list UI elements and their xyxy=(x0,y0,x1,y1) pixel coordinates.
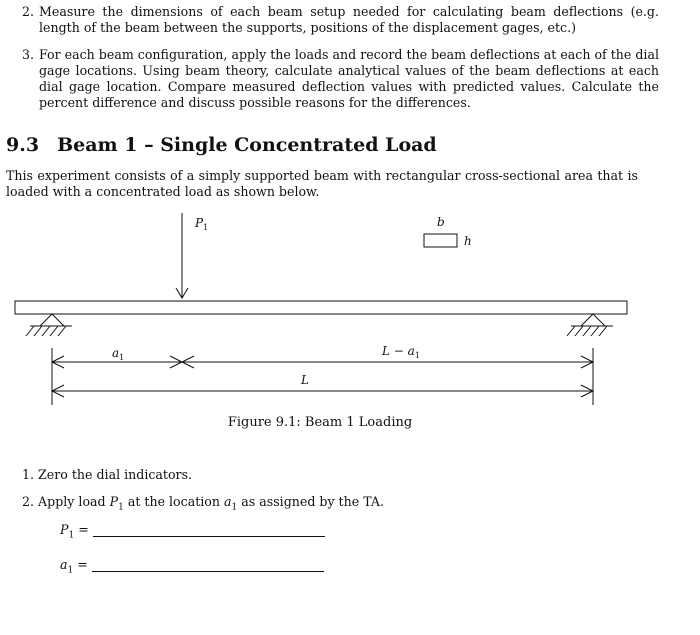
figure-caption: Figure 9.1: Beam 1 Loading xyxy=(227,415,413,430)
load-value-field[interactable]: $P_1$ = xyxy=(60,522,325,541)
load-value-blank[interactable] xyxy=(93,536,325,537)
step-number: 1. xyxy=(22,467,35,482)
beam-loading-figure xyxy=(0,205,640,410)
height-label: h xyxy=(464,234,472,248)
load-label: $P_1$ xyxy=(195,216,209,232)
span-label: L xyxy=(301,373,309,387)
right-support xyxy=(567,314,613,336)
location-value-blank[interactable] xyxy=(92,571,324,572)
beam xyxy=(15,301,627,314)
step-text: Zero the dial indicators. xyxy=(38,467,193,482)
width-label: b xyxy=(437,215,445,229)
list-number: 3. xyxy=(22,47,35,62)
procedure-step-1 xyxy=(22,467,192,483)
section-heading xyxy=(6,133,437,157)
a1-label: $a_1$ xyxy=(112,346,125,362)
step-text-pre: Apply load xyxy=(38,494,110,509)
step-number: 2. xyxy=(22,494,35,509)
list-item-3 xyxy=(22,47,659,111)
l-minus-a1-label: $L - a_1$ xyxy=(382,344,420,360)
section-intro: This experiment consists of a simply supported beam with rectangular cross-sectional area that is loaded with a concentrated load as shown below. xyxy=(6,168,638,199)
load-symbol: P xyxy=(109,494,119,509)
section-number: 9.3 xyxy=(6,134,40,156)
list-number: 2. xyxy=(22,4,35,19)
left-support xyxy=(26,314,72,336)
list-text: Measure the dimensions of each beam setup needed for calculating beam deflections (e.g. length of the beam between the supports, positions of the displacement gages, etc.) xyxy=(39,4,659,35)
procedure-step-2: 2. Apply load $P_1$ at the location $a_1$ as assigned by the TA. xyxy=(22,494,384,513)
location-symbol: a xyxy=(224,494,232,509)
list-text: For each beam configuration, apply the loads and record the beam deflections at each of the dial gage locations. Using beam theory, calculate analytical values of the beam deflections at each dial gage location. Compare measured deflection values with predicted values. Calculate the percent difference and discuss possible reasons for the differences. xyxy=(39,47,659,110)
cross-section-rect xyxy=(424,234,457,247)
location-value-field[interactable]: $a_1$ = xyxy=(60,557,324,576)
list-item-2 xyxy=(22,4,659,36)
section-title: Beam 1 – Single Concentrated Load xyxy=(57,134,437,156)
